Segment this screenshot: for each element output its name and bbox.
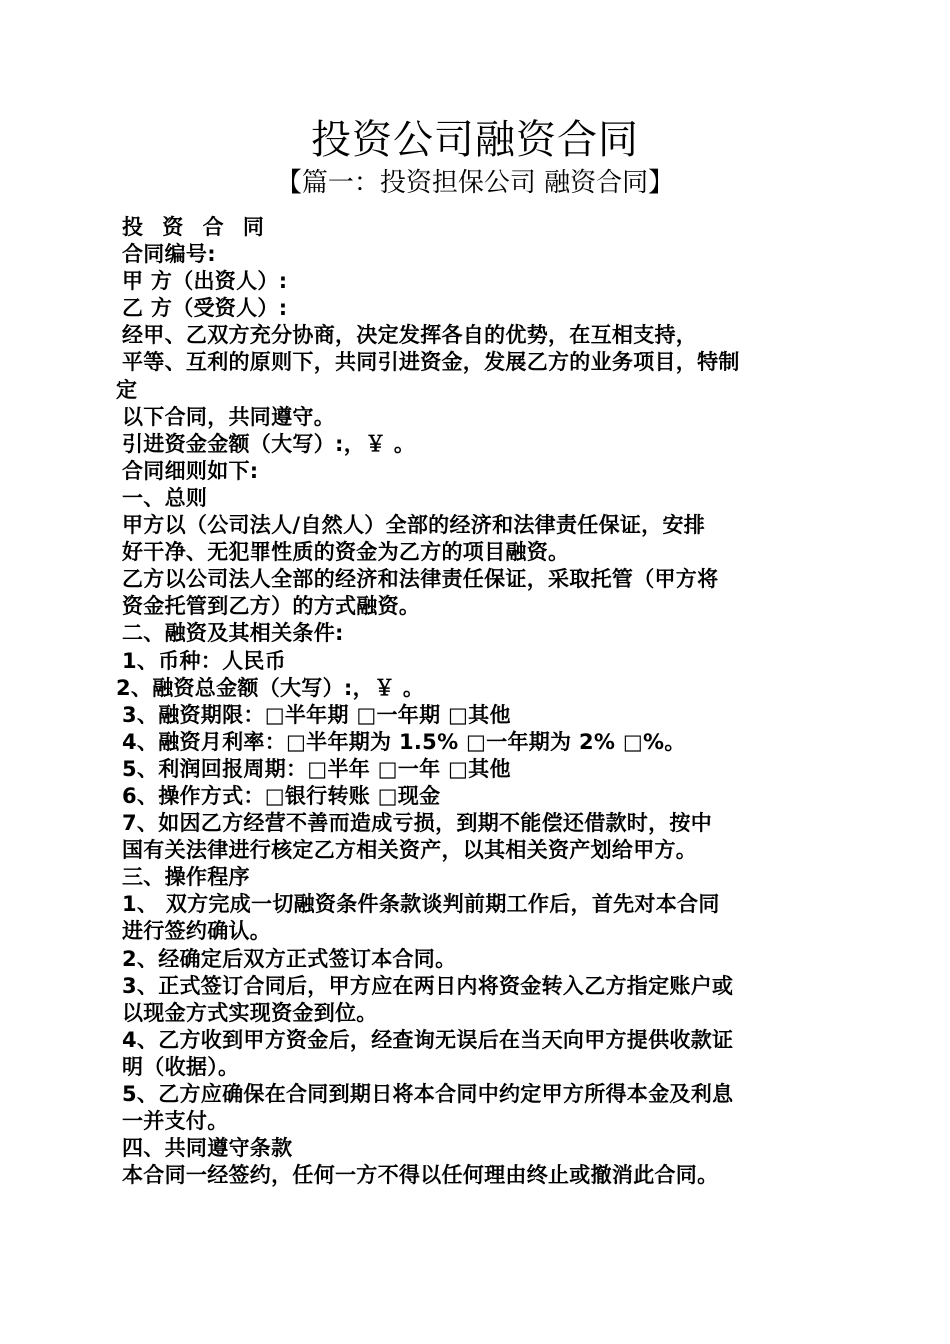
document-subtitle: 【篇一：投资担保公司 融资合同】 bbox=[275, 168, 675, 198]
text-line: 以现金方式实现资金到位。 bbox=[122, 1000, 378, 1025]
text-line: 4、融资月利率：□半年期为 1.5% □一年期为 2% □%。 bbox=[122, 729, 686, 754]
contract-heading: 投 资 合 同 bbox=[122, 215, 270, 239]
text-line: 定 bbox=[116, 377, 138, 402]
text-line: 6、操作方式：□银行转账 □现金 bbox=[122, 783, 441, 808]
text-line: 平等、互利的原则下，共同引进资金，发展乙方的业务项目，特制 bbox=[122, 350, 740, 375]
text-line: 甲 方（出资人）: bbox=[122, 269, 288, 294]
contract-body bbox=[116, 214, 822, 1189]
section-heading: 一、总则 bbox=[122, 485, 208, 510]
text-line: 明（收据）。 bbox=[122, 1054, 240, 1079]
text-line: 乙 方（受资人）: bbox=[122, 296, 288, 321]
text-line: 合同编号: bbox=[122, 242, 216, 267]
text-line: 进行签约确认。 bbox=[122, 919, 272, 944]
text-line: 本合同一经签约，任何一方不得以任何理由终止或撤消此合同。 bbox=[122, 1163, 719, 1188]
text-line: 甲方以（公司法人/自然人）全部的经济和法律责任保证，安排 bbox=[122, 513, 706, 538]
text-line: 3、融资期限：□半年期 □一年期 □其他 bbox=[122, 702, 511, 727]
section-heading: 三、操作程序 bbox=[122, 865, 250, 890]
text-line: 4、乙方收到甲方资金后，经查询无误后在当天向甲方提供收款证 bbox=[122, 1027, 734, 1052]
text-line: 合同细则如下: bbox=[122, 458, 259, 483]
section-heading: 二、融资及其相关条件: bbox=[122, 621, 344, 646]
text-line: 引进资金金额（大写）:，￥ 。 bbox=[122, 431, 416, 456]
document-title: 投资公司融资合同 bbox=[311, 117, 639, 163]
text-line: 5、乙方应确保在合同到期日将本合同中约定甲方所得本金及利息 bbox=[122, 1082, 734, 1106]
text-line: 乙方以公司法人全部的经济和法律责任保证，采取托管（甲方将 bbox=[122, 567, 719, 592]
text-line: 1、币种：人民币 bbox=[122, 648, 287, 673]
text-line: 2、融资总金额（大写）:，￥ 。 bbox=[116, 675, 425, 700]
text-line: 3、正式签订合同后，甲方应在两日内将资金转入乙方指定账户或 bbox=[122, 973, 734, 998]
section-heading: 四、共同遵守条款 bbox=[122, 1136, 293, 1161]
text-line: 资金托管到乙方）的方式融资。 bbox=[122, 594, 421, 619]
text-line: 经甲、乙双方充分协商，决定发挥各自的优势，在互相支持， bbox=[122, 323, 698, 348]
text-line: 好干净、无犯罪性质的资金为乙方的项目融资。 bbox=[122, 540, 570, 565]
text-line: 国有关法律进行核定乙方相关资产，以其相关资产划给甲方。 bbox=[122, 838, 698, 863]
text-line: 5、利润回报周期：□半年 □一年 □其他 bbox=[122, 756, 511, 781]
text-line: 以下合同，共同遵守。 bbox=[122, 404, 335, 429]
text-line: 7、如因乙方经营不善而造成亏损，到期不能偿还借款时，按中 bbox=[122, 811, 713, 836]
text-line: 一并支付。 bbox=[122, 1109, 229, 1134]
text-line: 1、 双方完成一切融资条件条款谈判前期工作后，首先对本合同 bbox=[122, 892, 720, 917]
text-line: 2、经确定后双方正式签订本合同。 bbox=[122, 946, 457, 971]
